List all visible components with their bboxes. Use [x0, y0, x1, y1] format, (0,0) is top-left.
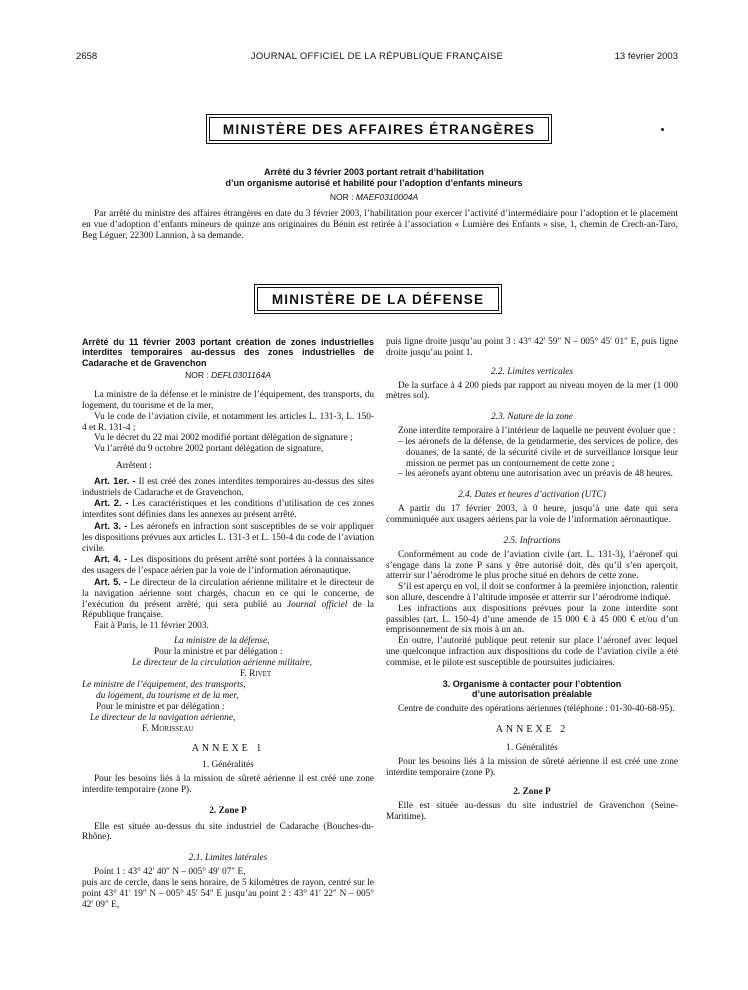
paragraph: Elle est située au-dessus du site industriel de Gravenchon (Seine-Maritime). [386, 800, 678, 822]
paragraph: Elle est située au-dessus du site industriel de Cadarache (Bouches-du-Rhône). [82, 821, 374, 843]
ministry-box-defense [254, 284, 502, 314]
paragraph: Conformément au code de l’aviation civile (art. L. 131-3), l’aéronef qui s’engage dans la zone P sans y être autorisé doit, dès qu’il s’en aperçoit, atterrir sur l’aérodrome le plus proche situé en dehors de cette zone. [386, 549, 678, 582]
paragraph: A partir du 17 février 2003, à 0 heure, jusqu’à une date qui sera communiquée aux usagers aériens par la voie de l’information aéronautique. [386, 504, 678, 525]
paragraph: Point 1 : 43° 42′ 40″ N – 005° 49′ 07″ E, [94, 867, 246, 878]
paragraph: Vu l’arrêté du 9 octobre 2002 portant délégation de signature, [94, 444, 324, 455]
paragraph: Centre de conduite des opérations aériennes (téléphone : 01-30-40-68-95). [398, 703, 675, 714]
section-heading: 2.1. Limites latérales [188, 853, 268, 864]
section-heading: 2. Zone P [209, 805, 247, 816]
paragraph: En outre, l’autorité publique peut retenir sur place l’aéronef avec lequel une quelconque infraction aux dispositions du code de l’aviation civile a été commise, et le pilote est susceptible de poursuites judiciaires. [386, 636, 678, 668]
paragraph: La ministre de la défense et le ministre de l’équipement, des transports, du logement, du tourisme et de la mer, [82, 390, 374, 412]
section-heading: 2. Zone P [513, 786, 551, 797]
page-number: 2658 [76, 51, 98, 62]
paragraph: Vu le décret du 22 mai 2002 modifié portant délégation de signature ; [94, 433, 353, 444]
journal-title: JOURNAL OFFICIEL DE LA RÉPUBLIQUE FRANÇAISE [250, 51, 504, 62]
paragraph: Vu le code de l’aviation civile, et notamment les articles L. 131-3, L. 150-4 et R. 131-4 ; [82, 411, 374, 433]
ministry-box-foreign-affairs [206, 114, 552, 144]
section-heading: 2.4. Dates et heures d’activation (UTC) [458, 490, 606, 501]
right-column [386, 337, 678, 823]
paragraph: puis ligne droite jusqu’au point 3 : 43° 42′ 59″ N – 005° 45′ 01″ E, puis ligne droite jusqu’au point 1. [386, 337, 678, 358]
ministry-title: MINISTÈRE DES AFFAIRES ÉTRANGÈRES [209, 117, 549, 141]
bullet-item: – les aéronefs ayant obtenu une autorisation avec un préavis de 48 heures. [398, 469, 673, 480]
article-1: Art. 1er. - Il est créé des zones interdites temporaires au-dessus des sites industriels de Cadarache et de Gravenchon. [82, 475, 374, 498]
annexe-title: ANNEXE 2 [495, 724, 569, 736]
section-heading: 1. Généralités [202, 759, 254, 770]
section-heading: 3. Organisme à contacter pour l’obtention d’une autorisation préalable [442, 678, 622, 700]
paragraph: S’il est aperçu en vol, il doit se conformer à la première injonction, ralentir son allure, descendre à l’altitude imposée et atterrir sur l’aérodrome indiqué. [386, 582, 678, 603]
fait-a: Fait à Paris, le 11 février 2003. [94, 621, 209, 632]
paragraph: De la surface à 4 200 pieds par rapport au niveau moyen de la mer (1 000 mètres sol). [386, 380, 678, 402]
article-5: Art. 5. - Le directeur de la circulation aérienne militaire et le directeur de la navigation aérienne sont chargés, chacun en ce qui le concerne, de l’exécution du présent arrêté, qui sera publié au Journal officiel de la République française. [82, 576, 374, 621]
page-header [76, 51, 678, 65]
nor-reference: NOR : DEFL0301164A [185, 370, 271, 381]
paragraph: Les infractions aux dispositions prévues pour la zone interdite sont passibles (art. L. 150-4) d’une amende de 15 000 € à 45 000 € et/ou d’un emprisonnement de six mois à un an. [386, 603, 678, 636]
article-4: Art. 4. - Les dispositions du présent arrêté sont portées à la connaissance des usagers de l’espace aérien par la voie de l’information aéronautique. [82, 554, 375, 577]
article-3: Art. 3. - Les aéronefs en infraction sont susceptibles de se voir appliquer les dispositions prévues aux articles L. 131-3 et L. 150-4 du code de l’aviation civile. [82, 520, 374, 554]
paragraph: puis arc de cercle, dans le sens horaire, de 5 kilomètres de rayon, centré sur le point 43° 41′ 19″ N – 005° 45′ 54″ E jusqu’au point 2 : 43° 41′ 22″ N – 005° 42′ 09″ E, [82, 877, 374, 910]
stray-dot [661, 128, 664, 131]
arretent: Arrêtent : [116, 461, 152, 471]
arrete-title: Arrêté du 11 février 2003 portant création de zones industrielles interdites temporaires au-dessus des zones industrielles de Cadarache et de Gravenchon [82, 337, 374, 368]
paragraph: Pour les besoins liés à la mission de sûreté aérienne il est créé une zone interdite temporaire (zone P). [386, 757, 678, 779]
arrete-title: Arrêté du 3 février 2003 portant retrait d’habilitation d’un organisme autorisé et habilité pour l’adoption d’enfants mineurs [225, 167, 523, 188]
section-heading: 2.2. Limites verticales [490, 366, 574, 377]
issue-date: 13 février 2003 [614, 51, 678, 62]
annexe-title: ANNEXE 1 [191, 742, 265, 754]
section-heading: 2.3. Nature de la zone [491, 412, 573, 423]
section-heading: 2.5. Infractions [503, 535, 561, 546]
paragraph: Zone interdite temporaire à l’intérieur de laquelle ne peuvent évoluer que : [398, 426, 676, 437]
article-2: Art. 2. - Les caractéristiques et les conditions d’utilisation de ces zones interdites sont définies dans les annexes au présent arrêté. [82, 498, 375, 521]
nor-reference: NOR : MAEF0310004A [329, 192, 419, 202]
signature-block: La ministre de la défense, Pour la ministre et par délégation : Le directeur de la circulation aérienne militaire, F. Rivet Le ministre de l’équipement, des transports, du logement, du tourisme et de la mer, Pour le ministre et par délégation : Le directeur de la navigation aérienne, F. Morisseau [82, 635, 312, 734]
bullet-item: – les aéronefs de la défense, de la gendarmerie, des services de police, des douanes, de la santé, de la sécurité civile et de surveillance lorsque leur mission ne permet pas un contournement de cette zone ; [398, 436, 678, 469]
ministry-title: MINISTÈRE DE LA DÉFENSE [257, 287, 499, 311]
arrete-body: Par arrêté du ministre des affaires étrangères en date du 3 février 2003, l’habilitation pour exercer l’activité d’intermédiaire pour l’adoption et le placement en vue d’adoption d’enfants mineurs de quinze ans originaires du Bénin est retirée à l’association « Lumière des Enfants » sise, 1, chemin de Crech-an-Taro, Beg Léguer, 22300 Lannion, à sa demande. [82, 209, 678, 241]
section-heading: 1. Généralités [506, 743, 558, 754]
paragraph: Pour les besoins liés à la mission de sûreté aérienne il est créé une zone interdite temporaire (zone P). [82, 773, 374, 795]
left-column [82, 337, 374, 910]
